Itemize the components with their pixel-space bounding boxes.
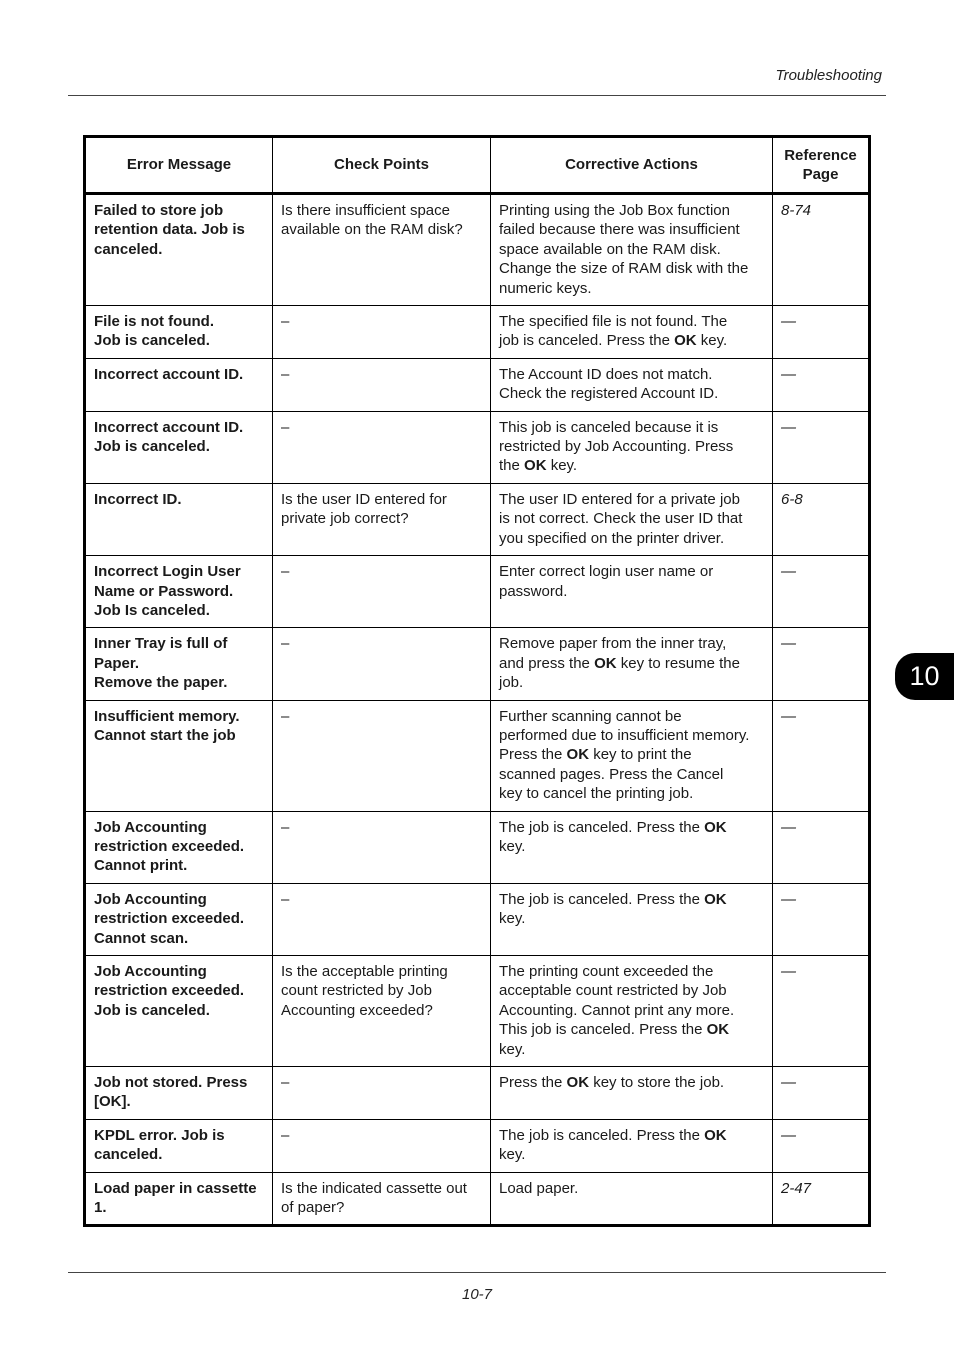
error-message-cell xyxy=(85,358,273,411)
header-divider xyxy=(68,95,886,96)
corrective-action-line xyxy=(499,562,765,581)
corrective-action-line xyxy=(499,1073,765,1092)
check-point-line: – xyxy=(281,563,290,581)
column-header-check-points: Check Points xyxy=(273,137,491,194)
action-text: the xyxy=(499,457,525,475)
corrective-action-cell xyxy=(491,483,773,555)
table-header-row xyxy=(85,137,870,194)
corrective-action-cell xyxy=(491,700,773,811)
action-text: key to print the xyxy=(589,746,692,764)
ok-key-label: OK xyxy=(706,1021,730,1039)
error-message-line: Cannot scan. xyxy=(94,929,189,947)
error-message-line: 1. xyxy=(94,1199,107,1217)
error-message-line: Incorrect account ID. xyxy=(94,418,244,436)
corrective-action-cell xyxy=(491,1119,773,1172)
check-point-line: – xyxy=(281,890,290,908)
action-text: Remove paper from the inner tray, xyxy=(499,635,727,653)
check-point-line: private job correct? xyxy=(281,510,409,528)
table-row xyxy=(85,1119,870,1172)
chapter-tab[interactable]: 10 xyxy=(895,653,954,700)
action-text: Accounting. Cannot print any more. xyxy=(499,1001,735,1019)
table-row xyxy=(85,811,870,883)
check-points-cell xyxy=(273,1067,491,1120)
error-message-cell xyxy=(85,628,273,700)
error-message-cell xyxy=(85,1172,273,1226)
check-point-line: Is there insufficient space xyxy=(281,202,450,219)
reference-page-cell: — xyxy=(773,628,870,700)
check-point-line: available on the RAM disk? xyxy=(281,221,463,239)
corrective-action-line xyxy=(499,331,765,350)
table-row xyxy=(85,628,870,700)
corrective-action-line xyxy=(499,279,765,298)
ok-key-label: OK xyxy=(704,1126,727,1144)
action-text: password. xyxy=(499,582,568,600)
error-message-cell xyxy=(85,306,273,359)
corrective-action-line xyxy=(499,1126,765,1145)
error-message-line: Job Is canceled. xyxy=(94,601,210,619)
action-text: Load paper. xyxy=(499,1179,579,1197)
reference-page-cell: — xyxy=(773,1119,870,1172)
check-point-line: – xyxy=(281,818,290,836)
check-point-line: Is the user ID entered for xyxy=(281,490,447,508)
error-message-line: Job Accounting xyxy=(94,963,207,980)
corrective-action-line xyxy=(499,201,765,220)
table-row xyxy=(85,700,870,811)
check-point-line: of paper? xyxy=(281,1199,345,1217)
error-message-line: restriction exceeded. xyxy=(94,837,245,855)
error-message-cell xyxy=(85,811,273,883)
check-points-cell xyxy=(273,411,491,483)
error-message-cell xyxy=(85,411,273,483)
error-message-line: Job is canceled. xyxy=(94,332,210,350)
action-text: Further scanning cannot be xyxy=(499,707,682,725)
reference-page-cell: — xyxy=(773,556,870,628)
error-message-line: Cannot start the job xyxy=(94,726,236,744)
check-points-cell xyxy=(273,358,491,411)
action-text: Change the size of RAM disk with the xyxy=(499,260,749,278)
action-text: This job is canceled because it is xyxy=(499,418,719,436)
reference-page-cell: — xyxy=(773,1067,870,1120)
corrective-action-line xyxy=(499,1020,765,1039)
error-message-line: Job not stored. Press xyxy=(94,1074,248,1092)
action-text: is not correct. Check the user ID that xyxy=(499,510,743,528)
action-text: key. xyxy=(499,910,526,928)
action-text: you specified on the printer driver. xyxy=(499,529,725,547)
error-message-line: Cannot print. xyxy=(94,857,188,875)
check-point-line: – xyxy=(281,635,290,653)
reference-page-cell[interactable]: 6-8 xyxy=(773,483,870,555)
check-point-line: Is the acceptable printing xyxy=(281,963,448,980)
action-text: The job is canceled. Press the xyxy=(499,818,705,836)
action-text: Press the xyxy=(499,746,567,764)
error-message-line: KPDL error. Job is xyxy=(94,1126,225,1144)
action-text: key to resume the xyxy=(616,654,740,672)
corrective-action-cell xyxy=(491,811,773,883)
error-message-cell xyxy=(85,483,273,555)
corrective-action-line xyxy=(499,1179,765,1198)
ok-key-label: OK xyxy=(566,1074,590,1092)
corrective-action-cell xyxy=(491,194,773,306)
action-text: Press the xyxy=(499,1074,567,1092)
action-text: failed because there was insufficient xyxy=(499,221,740,239)
table-row xyxy=(85,306,870,359)
action-text: key. xyxy=(696,332,728,350)
corrective-action-line xyxy=(499,745,765,764)
error-message-line: Job is canceled. xyxy=(94,1001,210,1019)
check-points-cell xyxy=(273,628,491,700)
error-message-line: File is not found. xyxy=(94,313,214,331)
error-message-line: canceled. xyxy=(94,1146,163,1164)
corrective-action-cell xyxy=(491,956,773,1067)
corrective-action-cell xyxy=(491,883,773,955)
error-message-cell xyxy=(85,194,273,306)
table-row xyxy=(85,483,870,555)
corrective-action-line xyxy=(499,384,765,403)
corrective-action-line xyxy=(499,240,765,259)
check-points-cell xyxy=(273,956,491,1067)
action-text: Printing using the Job Box function xyxy=(499,202,730,219)
corrective-action-cell xyxy=(491,358,773,411)
action-text: key to store the job. xyxy=(589,1074,725,1092)
reference-page-cell: — xyxy=(773,811,870,883)
action-text: key. xyxy=(499,837,526,855)
action-text: The specified file is not found. The xyxy=(499,313,728,331)
error-message-line: Remove the paper. xyxy=(94,674,228,692)
corrective-action-line xyxy=(499,784,765,803)
action-text: job. xyxy=(499,674,524,692)
ok-key-label: OK xyxy=(594,654,617,672)
reference-page-cell[interactable]: 2-47 xyxy=(773,1172,870,1226)
table-row xyxy=(85,411,870,483)
check-point-line: count restricted by Job xyxy=(281,982,432,1000)
error-message-line: Job Accounting xyxy=(94,890,207,908)
running-header: Troubleshooting xyxy=(775,67,882,84)
error-message-line: Name or Password. xyxy=(94,582,234,600)
action-text: The job is canceled. Press the xyxy=(499,890,705,908)
table-row xyxy=(85,194,870,306)
corrective-action-cell xyxy=(491,1172,773,1226)
table-row xyxy=(85,1172,870,1226)
check-point-line: – xyxy=(281,1126,290,1144)
error-message-line: Inner Tray is full of xyxy=(94,635,228,653)
corrective-action-line xyxy=(499,509,765,528)
corrective-action-line xyxy=(499,707,765,726)
action-text: and press the xyxy=(499,654,595,672)
corrective-action-line xyxy=(499,312,765,331)
corrective-action-line xyxy=(499,1145,765,1164)
error-message-table xyxy=(83,135,871,1227)
action-text: space available on the RAM disk. xyxy=(499,240,721,258)
error-message-line: Incorrect account ID. xyxy=(94,365,244,383)
error-message-line: Paper. xyxy=(94,654,140,672)
corrective-action-line xyxy=(499,437,765,456)
footer-divider xyxy=(68,1272,886,1273)
reference-page-cell[interactable]: 8-74 xyxy=(773,194,870,306)
check-points-cell xyxy=(273,700,491,811)
error-message-cell xyxy=(85,1067,273,1120)
corrective-action-line xyxy=(499,365,765,384)
action-text: key. xyxy=(499,1146,526,1164)
column-header-corrective-actions: Corrective Actions xyxy=(491,137,773,194)
reference-page-cell: — xyxy=(773,700,870,811)
check-point-line: Accounting exceeded? xyxy=(281,1001,433,1019)
corrective-action-line xyxy=(499,890,765,909)
error-message-line: canceled. xyxy=(94,240,163,258)
table-row xyxy=(85,956,870,1067)
error-message-line: Failed to store job xyxy=(94,202,224,219)
action-text: This job is canceled. Press the xyxy=(499,1021,707,1039)
action-text: The Account ID does not match. xyxy=(499,365,713,383)
corrective-action-line xyxy=(499,765,765,784)
error-message-cell xyxy=(85,700,273,811)
table-row xyxy=(85,1067,870,1120)
error-message-line: Job Accounting xyxy=(94,818,207,836)
corrective-action-line xyxy=(499,654,765,673)
reference-page-cell: — xyxy=(773,358,870,411)
reference-page-cell: — xyxy=(773,956,870,1067)
reference-page-cell: — xyxy=(773,306,870,359)
corrective-action-line xyxy=(499,981,765,1000)
column-header-reference-page: Reference Page xyxy=(773,137,870,194)
action-text: key. xyxy=(499,1040,526,1058)
action-text: job is canceled. Press the xyxy=(499,332,675,350)
error-message-line: Incorrect ID. xyxy=(94,490,182,508)
ok-key-label: OK xyxy=(704,890,727,908)
action-text: key to cancel the printing job. xyxy=(499,785,694,803)
corrective-action-line xyxy=(499,456,765,475)
column-header-error-message: Error Message xyxy=(85,137,273,194)
action-text: scanned pages. Press the Cancel xyxy=(499,765,724,783)
corrective-action-line xyxy=(499,837,765,856)
corrective-action-line xyxy=(499,673,765,692)
corrective-action-line xyxy=(499,418,765,437)
error-message-cell xyxy=(85,1119,273,1172)
corrective-action-line xyxy=(499,529,765,548)
error-message-line: [OK]. xyxy=(94,1093,131,1111)
check-point-line: – xyxy=(281,1074,290,1092)
check-point-line: – xyxy=(281,365,290,383)
error-message-cell xyxy=(85,556,273,628)
ok-key-label: OK xyxy=(524,457,547,475)
corrective-action-line xyxy=(499,1040,765,1059)
check-point-line: Is the indicated cassette out xyxy=(281,1179,467,1197)
table-row xyxy=(85,883,870,955)
corrective-action-cell xyxy=(491,411,773,483)
check-points-cell xyxy=(273,194,491,306)
ok-key-label: OK xyxy=(704,818,727,836)
action-text: The job is canceled. Press the xyxy=(499,1126,705,1144)
check-points-cell xyxy=(273,483,491,555)
error-message-line: Incorrect Login User xyxy=(94,563,241,581)
corrective-action-line xyxy=(499,490,765,509)
check-points-cell xyxy=(273,1172,491,1226)
corrective-action-cell xyxy=(491,628,773,700)
ok-key-label: OK xyxy=(566,746,590,764)
action-text: Enter correct login user name or xyxy=(499,563,714,581)
check-points-cell xyxy=(273,883,491,955)
check-points-cell xyxy=(273,556,491,628)
error-message-line: Insufficient memory. xyxy=(94,707,240,725)
action-text: performed due to insufficient memory. xyxy=(499,726,750,744)
corrective-action-line xyxy=(499,582,765,601)
check-point-line: – xyxy=(281,707,290,725)
action-text: The printing count exceeded the xyxy=(499,963,714,980)
error-message-line: restriction exceeded. xyxy=(94,982,245,1000)
corrective-action-cell xyxy=(491,306,773,359)
corrective-action-line xyxy=(499,909,765,928)
corrective-action-line xyxy=(499,220,765,239)
check-point-line: – xyxy=(281,418,290,436)
corrective-action-line xyxy=(499,726,765,745)
corrective-action-line xyxy=(499,962,765,981)
error-message-line: restriction exceeded. xyxy=(94,910,245,928)
page-number: 10-7 xyxy=(461,1286,493,1303)
table-body xyxy=(85,194,870,1226)
reference-page-cell: — xyxy=(773,411,870,483)
error-message-line: Load paper in cassette xyxy=(94,1179,257,1197)
error-message-cell xyxy=(85,883,273,955)
error-message-cell xyxy=(85,956,273,1067)
corrective-action-line xyxy=(499,634,765,653)
action-text: Check the registered Account ID. xyxy=(499,385,719,403)
check-points-cell xyxy=(273,1119,491,1172)
check-points-cell xyxy=(273,306,491,359)
corrective-action-cell xyxy=(491,1067,773,1120)
check-point-line: – xyxy=(281,313,290,331)
table-row xyxy=(85,358,870,411)
error-message-line: Job is canceled. xyxy=(94,438,210,456)
action-text: numeric keys. xyxy=(499,279,592,297)
action-text: The user ID entered for a private job xyxy=(499,490,740,508)
table-row xyxy=(85,556,870,628)
action-text: acceptable count restricted by Job xyxy=(499,982,727,1000)
error-message-line: retention data. Job is xyxy=(94,221,245,239)
corrective-action-line xyxy=(499,818,765,837)
ok-key-label: OK xyxy=(674,332,697,350)
corrective-action-cell xyxy=(491,556,773,628)
reference-page-cell: — xyxy=(773,883,870,955)
corrective-action-line xyxy=(499,1001,765,1020)
action-text: restricted by Job Accounting. Press xyxy=(499,438,734,456)
check-points-cell xyxy=(273,811,491,883)
corrective-action-line xyxy=(499,259,765,278)
action-text: key. xyxy=(546,457,578,475)
